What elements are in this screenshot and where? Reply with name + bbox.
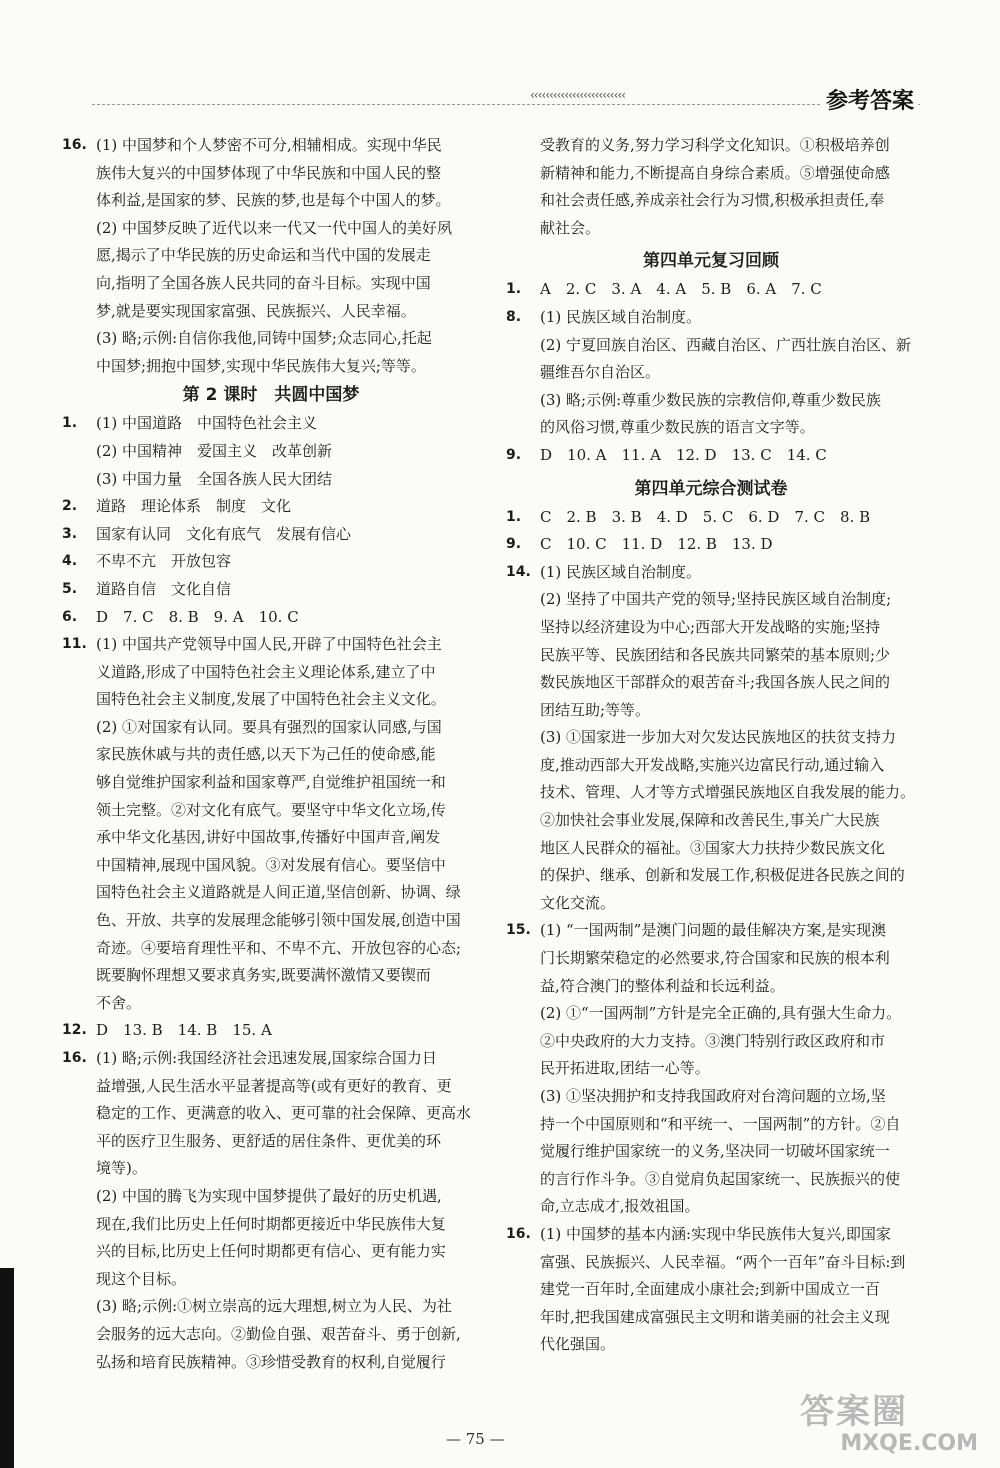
answer-line: 地区人民群众的福祉。③国家大力扶持少数民族文化	[540, 838, 886, 857]
answer-line: (3) 中国力量 全国各族人民大团结	[96, 469, 333, 488]
watermark-logo	[800, 1392, 978, 1462]
answer-line: 家民族休戚与共的责任感,以天下为己任的使命感,能	[96, 745, 436, 764]
section-title: 第 2 课时 共圆中国梦	[182, 385, 360, 406]
answer-line: 道路 理论体系 制度 文化	[96, 497, 292, 516]
question-number: 16.	[506, 1225, 531, 1242]
answer-block	[506, 1221, 916, 1359]
answer-line: 梦,就是要实现国家富强、民族振兴、人民幸福。	[96, 301, 416, 320]
answer-line: 命,立志成才,报效祖国。	[540, 1197, 700, 1216]
answer-line: (3) ①国家进一步加大对欠发达民族地区的扶贫支持力	[540, 728, 897, 747]
section-title: 第四单元复习回顾	[643, 251, 779, 272]
answer-line: (1) 中国共产党领导中国人民,开辟了中国特色社会主	[96, 635, 442, 654]
answer-block	[506, 917, 916, 1221]
answer-line: 献社会。	[540, 218, 601, 237]
question-number: 9.	[506, 446, 522, 463]
answer-line: 和社会责任感,养成亲社会行为习惯,积极承担责任,奉	[540, 191, 885, 210]
section-title: 第四单元综合测试卷	[634, 478, 788, 499]
answer-block	[506, 132, 916, 242]
edge-bar	[0, 1268, 14, 1468]
answer-block	[62, 410, 480, 493]
answer-line: 门长期繁荣稳定的必然要求,符合国家和民族的根本利	[540, 949, 890, 968]
answer-line: 国特色社会主义制度,发展了中国特色社会主义文化。	[96, 690, 446, 709]
answer-line: (2) 中国的腾飞为实现中国梦提供了最好的历史机遇,	[96, 1186, 442, 1205]
answer-line: 色、开放、共享的发展理念能够引领中国发展,创造中国	[96, 911, 461, 930]
question-number: 1.	[62, 415, 78, 432]
watermark-text: 答案圈	[800, 1392, 908, 1432]
question-number: 2.	[62, 498, 78, 515]
answer-block	[506, 304, 916, 442]
answer-line: 民族平等、民族团结和各民族共同繁荣的基本原则;少	[540, 645, 891, 664]
watermark-url: MXQE.COM	[840, 1431, 978, 1456]
answer-line: (3) 略;示例:尊重少数民族的宗教信仰,尊重少数民族	[540, 390, 881, 409]
answer-line: (1) 中国梦和个人梦密不可分,相辅相成。实现中华民	[96, 136, 442, 154]
answer-line: (1) 民族区域自治制度。	[540, 562, 702, 581]
answer-line: 中国梦;拥抱中国梦,实现中华民族伟大复兴;等等。	[96, 356, 426, 375]
answer-block	[506, 442, 916, 470]
header-chevrons: ‹‹‹‹‹‹‹‹‹‹‹‹‹‹‹‹‹‹‹‹‹‹‹‹‹	[530, 88, 625, 102]
answer-line: (3) ①坚决拥护和支持我国政府对台湾问题的立场,坚	[540, 1087, 886, 1105]
question-number: 5.	[62, 580, 78, 597]
answer-block	[62, 576, 480, 604]
answer-line: 疆维吾尔自治区。	[540, 363, 661, 382]
answer-line: 团结互助;等等。	[540, 700, 651, 719]
answer-block	[506, 276, 916, 304]
answer-line: 代化强国。	[540, 1335, 616, 1354]
answer-line: 中国精神,展现中国风貌。③对发展有信心。要坚信中	[96, 855, 446, 874]
answer-line: (2) 宁夏回族自治区、西藏自治区、广西壮族自治区、新	[540, 335, 912, 354]
question-number: 12.	[62, 1022, 87, 1039]
answer-line: (2) ①“一国两制”方针是完全正确的,具有强大生命力。	[540, 1004, 902, 1023]
answer-line: 新精神和能力,不断提高自身综合素质。⑤增强使命感	[540, 163, 890, 182]
answer-line: 建党一百年时,全面建成小康社会;到新中国成立一百	[540, 1280, 880, 1299]
answer-line: 族伟大复兴的中国梦体现了中华民族和中国人民的整	[96, 163, 442, 182]
answer-line: 稳定的工作、更满意的收入、更可靠的社会保障、更高水	[96, 1104, 472, 1123]
question-number: 16.	[62, 1050, 87, 1066]
answer-line: 度,推动西部大开发战略,实施兴边富民行动,通过输入	[540, 755, 885, 774]
answer-line: 益增强,人民生活水平显著提高等(或有更好的教育、更	[96, 1076, 452, 1095]
answer-line: D 13. B 14. B 15. A	[96, 1021, 272, 1040]
answer-line: 不卑不亢 开放包容	[96, 552, 232, 571]
answer-line: (2) 中国精神 爱国主义 改革创新	[96, 441, 333, 460]
answer-line: 年时,把我国建成富强民主文明和谐美丽的社会主义现	[540, 1307, 890, 1326]
answer-line: 坚持以经济建设为中心;西部大开发战略的实施;坚持	[540, 617, 881, 636]
answer-line: 弘扬和培育民族精神。③珍惜受教育的权利,自觉履行	[96, 1352, 446, 1371]
question-number: 4.	[62, 553, 78, 570]
answer-line: 够自觉维护国家利益和国家尊严,自觉维护祖国统一和	[96, 773, 446, 792]
answer-line: D 7. C 8. B 9. A 10. C	[96, 607, 299, 626]
answer-line: 国家有认同 文化有底气 发展有信心	[96, 524, 352, 543]
question-number: 14.	[506, 563, 531, 580]
answer-line: 既要胸怀理想又要求真务实,既要满怀激情又要锲而	[96, 966, 431, 985]
answer-line: 兴的目标,比历史上任何时期都更有信心、更有能力实	[96, 1242, 446, 1261]
answer-line: 境等)。	[96, 1159, 147, 1178]
answer-line: 向,指明了全国各族人民共同的奋斗目标。实现中国	[96, 273, 431, 292]
right-column	[506, 132, 916, 1359]
answer-line: A 2. C 3. A 4. A 5. B 6. A 7. C	[540, 280, 822, 299]
answer-line: ②加快社会事业发展,保障和改善民生,事关广大民族	[540, 811, 880, 830]
answer-line: (1) 中国道路 中国特色社会主义	[96, 414, 318, 433]
answer-block	[506, 531, 916, 559]
answer-line: 会服务的远大志向。②勤俭自强、艰苦奋斗、勇于创新,	[96, 1324, 461, 1343]
answer-block	[506, 559, 916, 918]
answer-line: 民开拓进取,团结一心等。	[540, 1059, 710, 1078]
answer-line: D 10. A 11. A 12. D 13. C 14. C	[540, 445, 827, 464]
answer-line: 国特色社会主义道路就是人间正道,坚信创新、协调、绿	[96, 883, 461, 902]
answer-line: 平的医疗卫生服务、更舒适的居住条件、更优美的环	[96, 1131, 442, 1150]
answer-line: 益,符合澳门的整体利益和长远利益。	[540, 976, 785, 995]
answer-line: 的风俗习惯,尊重少数民族的语言文字等。	[540, 418, 815, 437]
answer-block	[62, 548, 480, 576]
answer-line: (1) 民族区域自治制度。	[540, 307, 702, 326]
answer-line: 承中华文化基因,讲好中国故事,传播好中国声音,阐发	[96, 828, 441, 847]
answer-line: (2) 坚持了中国共产党的领导;坚持民族区域自治制度;	[540, 590, 892, 609]
answer-block	[62, 521, 480, 549]
question-number: 15.	[506, 922, 531, 939]
answer-line: 的言行作斗争。③自觉肩负起国家统一、民族振兴的使	[540, 1169, 901, 1188]
answer-line: (3) 略;示例:自信你我他,同铸中国梦;众志同心,托起	[96, 329, 432, 348]
answer-line: 数民族地区干部群众的艰苦奋斗;我国各族人民之间的	[540, 673, 891, 692]
question-number: 1.	[506, 508, 522, 525]
answer-block	[62, 604, 480, 632]
question-number: 16.	[62, 137, 87, 153]
answer-block	[62, 1045, 480, 1376]
answer-line: (2) 中国梦反映了近代以来一代又一代中国人的美好夙	[96, 218, 453, 237]
header-title: 参考答案	[822, 84, 918, 115]
question-number: 6.	[62, 608, 78, 625]
question-number: 3.	[62, 525, 78, 542]
left-column	[62, 132, 480, 1376]
answer-line: 文化交流。	[540, 893, 616, 912]
answer-line: 技术、管理、人才等方式增强民族地区自我发展的能力。	[540, 783, 916, 802]
answer-line: 奇迹。④要培育理性平和、不卑不亢、开放包容的心态;	[96, 938, 462, 957]
header-divider	[92, 104, 920, 105]
answer-line: 富强、民族振兴、人民幸福。“两个一百年”奋斗目标:到	[540, 1252, 906, 1271]
answer-line: C 2. B 3. B 4. D 5. C 6. D 7. C 8. B	[540, 507, 871, 526]
answer-line: 愿,揭示了中华民族的历史命运和当代中国的发展走	[96, 246, 431, 265]
answer-line: ②中央政府的大力支持。③澳门特别行政区政府和市	[540, 1031, 886, 1050]
answer-block	[62, 493, 480, 521]
answer-block	[506, 504, 916, 532]
question-number: 1.	[506, 281, 522, 298]
answer-block	[62, 631, 480, 1017]
answer-block	[62, 1017, 480, 1045]
question-number: 11.	[62, 636, 87, 653]
answer-line: 现在,我们比历史上任何时期都更接近中华民族伟大复	[96, 1214, 446, 1233]
answer-line: 道路自信 文化自信	[96, 579, 232, 598]
answer-line: 觉履行维护国家统一的义务,坚决同一切破坏国家统一	[540, 1142, 890, 1161]
answer-line: C 10. C 11. D 12. B 13. D	[540, 535, 773, 554]
answer-line: (1) “一国两制”是澳门问题的最佳解决方案,是实现澳	[540, 921, 887, 940]
answer-line: (1) 中国梦的基本内涵:实现中华民族伟大复兴,即国家	[540, 1224, 891, 1243]
answer-line: 不舍。	[96, 993, 142, 1012]
question-number: 9.	[506, 536, 522, 553]
answer-line: 持一个中国原则和“和平统一、一国两制”的方针。②自	[540, 1114, 901, 1133]
answer-line: (2) ①对国家有认同。要具有强烈的国家认同感,与国	[96, 717, 442, 736]
answer-block	[62, 132, 480, 380]
answer-line: 受教育的义务,努力学习科学文化知识。①积极培养创	[540, 136, 890, 154]
question-number: 8.	[506, 308, 522, 325]
answer-line: 现这个目标。	[96, 1269, 187, 1288]
answer-line: (1) 略;示例:我国经济社会迅速发展,国家综合国力日	[96, 1049, 437, 1067]
answer-line: (3) 略;示例:①树立崇高的远大理想,树立为人民、为社	[96, 1297, 452, 1316]
answer-line: 领土完整。②对文化有底气。要坚守中华文化立场,传	[96, 800, 446, 819]
answer-line: 的保护、继承、创新和发展工作,积极促进各民族之间的	[540, 866, 905, 885]
answer-line: 义道路,形成了中国特色社会主义理论体系,建立了中	[96, 662, 436, 681]
answer-line: 体利益,是国家的梦、民族的梦,也是每个中国人的梦。	[96, 191, 451, 210]
page-number: — 75 —	[446, 1430, 505, 1448]
